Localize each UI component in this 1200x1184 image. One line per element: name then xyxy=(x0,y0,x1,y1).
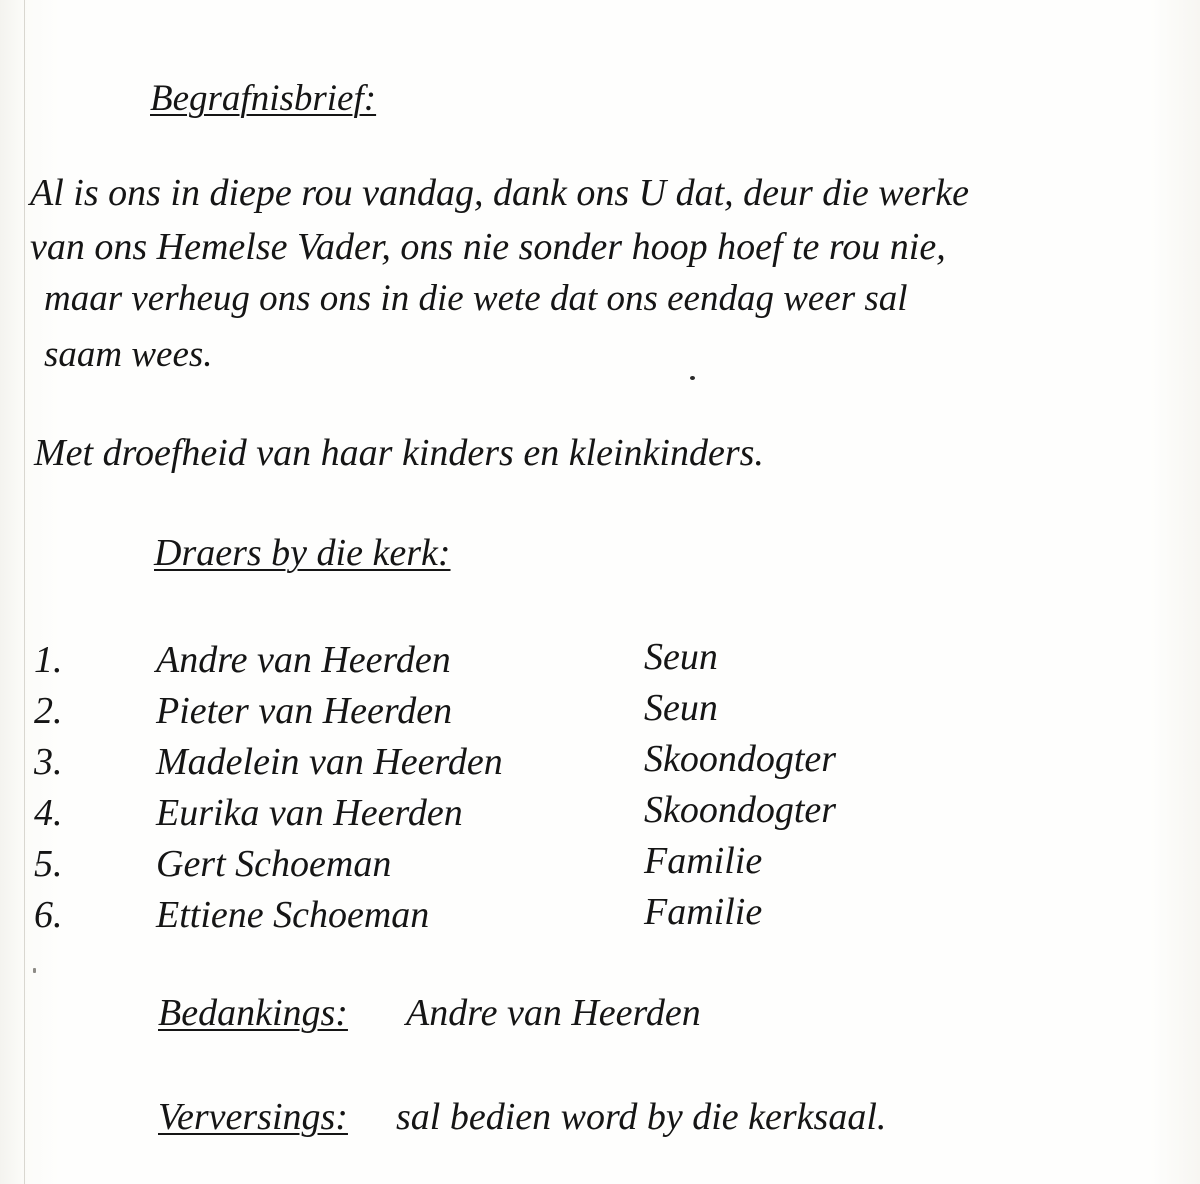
bearer-name: Andre van Heerden xyxy=(156,639,451,681)
bearer-name: Pieter van Heerden xyxy=(156,690,453,732)
refreshments-label: Verversings: xyxy=(158,1096,348,1138)
letter-title: Begrafnisbrief: xyxy=(150,78,377,119)
page-edge-line xyxy=(24,0,25,1184)
paragraph-line: maar verheug ons ons in die wete dat ons eendag weer sal xyxy=(44,278,908,319)
refreshments-text: sal bedien word by die kerksaal. xyxy=(396,1096,887,1138)
bearer-number: 6. xyxy=(34,894,63,936)
bearer-number: 4. xyxy=(34,792,63,834)
bearer-name: Gert Schoeman xyxy=(156,843,392,885)
bearer-relation: Skoondogter xyxy=(644,789,837,831)
mourners-line: Met droefheid van haar kinders en kleinkinders. xyxy=(34,432,764,474)
paragraph-line: van ons Hemelse Vader, ons nie sonder hoop hoef te rou nie, xyxy=(30,226,946,268)
bearer-relation: Seun xyxy=(644,687,718,729)
bearer-relation: Familie xyxy=(644,891,763,933)
bearer-name: Ettiene Schoeman xyxy=(156,894,430,936)
ink-dot xyxy=(690,376,695,380)
bearer-number: 3. xyxy=(34,741,63,783)
paragraph-line: saam wees. xyxy=(44,334,213,375)
bearer-relation: Familie xyxy=(644,840,763,882)
thanks-name: Andre van Heerden xyxy=(406,992,701,1034)
page-speck xyxy=(33,968,36,973)
paragraph-line: Al is ons in diepe rou vandag, dank ons U dat, deur die werke xyxy=(30,172,969,214)
bearer-name: Madelein van Heerden xyxy=(156,741,503,783)
bearer-relation: Seun xyxy=(644,636,718,678)
bearer-number: 1. xyxy=(34,639,63,681)
bearer-relation: Skoondogter xyxy=(644,738,837,780)
bearer-name: Eurika van Heerden xyxy=(156,792,463,834)
thanks-label: Bedankings: xyxy=(158,992,348,1034)
bearer-number: 2. xyxy=(34,690,63,732)
bearers-heading: Draers by die kerk: xyxy=(154,532,451,574)
bearer-number: 5. xyxy=(34,843,63,885)
